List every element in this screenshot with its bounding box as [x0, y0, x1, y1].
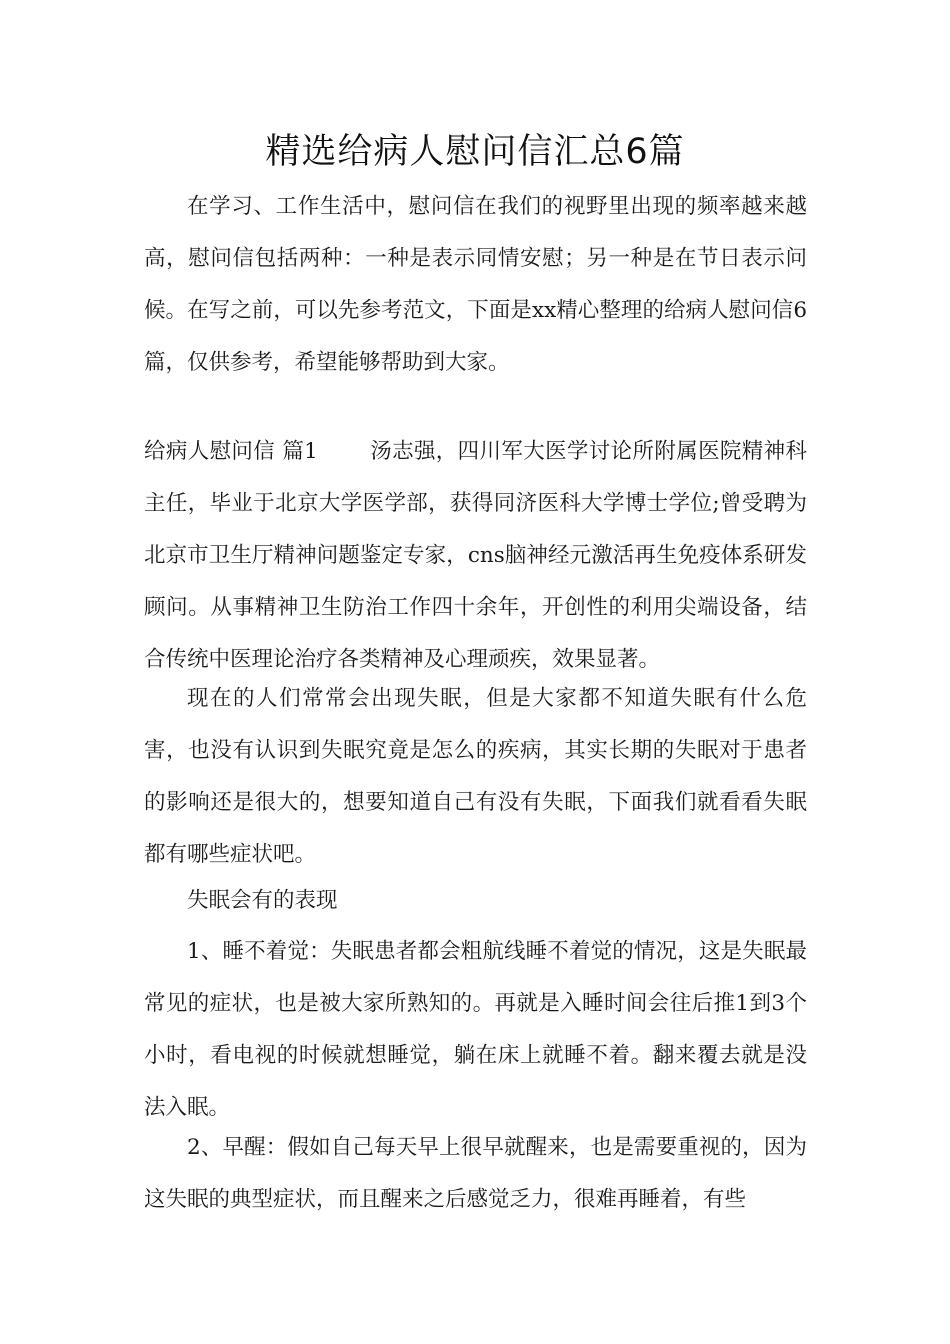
insomnia-intro-paragraph: 现在的人们常常会出现失眠，但是大家都不知道失眠有什么危害，也没有认识到失眠究竟是怎么的疾病，其实长期的失眠对于患者的影响还是很大的，想要知道自己有没有失眠，下面我们就看看失眠都有哪些症状吧。 — [144, 686, 807, 867]
intro-paragraph: 在学习、工作生活中，慰问信在我们的视野里出现的频率越来越高，慰问信包括两种：一种是表示同情安慰；另一种是在节日表示问候。在写之前，可以先参考范文，下面是xx精心整理的给病人慰问信6篇，仅供参考，希望能够帮助到大家。 — [144, 194, 807, 375]
document-title: 精选给病人慰问信汇总6篇 — [265, 132, 685, 172]
symptoms-subheading: 失眠会有的表现 — [187, 888, 338, 913]
section-1-paragraph — [144, 426, 807, 686]
symptom-item-1: 1、睡不着觉：失眠患者都会粗航线睡不着觉的情况，这是失眠最常见的症状，也是被大家所熟知的。再就是入睡时间会往后推1到3个小时，看电视的时候就想睡觉，躺在床上就睡不着。翻来覆去就是没法入眠。 — [144, 939, 807, 1120]
section-1-heading: 给病人慰问信 篇1 — [144, 439, 318, 464]
symptom-item-2: 2、早醒：假如自己每天早上很早就醒来，也是需要重视的，因为这失眠的典型症状，而且醒来之后感觉乏力，很难再睡着，有些 — [144, 1135, 807, 1212]
section-1-text: 汤志强，四川军大医学讨论所附属医院精神科主任，毕业于北京大学医学部，获得同济医科大学博士学位;曾受聘为北京市卫生厅精神问题鉴定专家，cns脑神经元激活再生免疫体系研发顾问。从事精神卫生防治工作四十余年，开创性的利用尖端设备，结合传统中医理论治疗各类精神及心理顽疾，效果显著。 — [144, 439, 807, 672]
